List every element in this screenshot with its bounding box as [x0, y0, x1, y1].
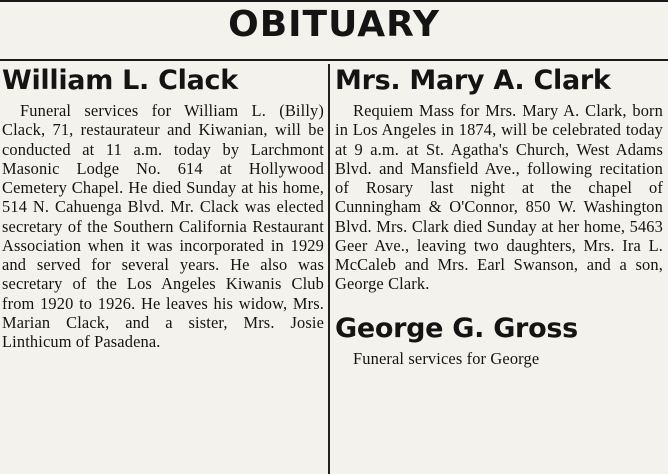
obituary-text: Funeral services for George: [353, 348, 540, 368]
obituary-clack: [2, 64, 324, 351]
obituary-text: Funeral services for William L. (Billy) Clack, 71, restaurateur and Kiwanian, will be conducted at 11 a.m. today by Larchmont Masonic Lodge No. 614 at Hollywood Cemetery Chapel. He died Sunday at his home, 514 N. Cahuenga Blvd. Mr. Clack was elected secretary of the Southern California Restaurant Association when it was incorporated in 1929 and served for several years. He also was secretary of the Los Angeles Kiwanis Club from 1920 to 1926. He leaves his widow, Mrs. Marian Clack, and a sister, Mrs. Josie Linthicum of Pasadena.: [2, 101, 324, 351]
obituary-text: Requiem Mass for Mrs. Mary A. Clark, born in Los Angeles in 1874, will be celebrated today at 9 a.m. at St. Agatha's Church, West Adams Blvd. and Mansfield Ave., following recitation of Rosary last night at the chapel of Cunningham & O'Connor, 850 W. Washington Blvd. Mrs. Clark died Sunday at her home, 5463 Geer Ave., leaving two daughters, Mrs. Ira L. McCaleb and Mrs. Earl Swanson, and a son, George Clark.: [335, 101, 663, 294]
column-divider: [328, 64, 330, 474]
left-column: [2, 64, 324, 351]
page-title: OBITUARY: [228, 4, 440, 45]
obituary-gross: [335, 312, 663, 368]
top-rule: [0, 0, 668, 2]
right-column: [335, 64, 663, 368]
obituary-name: Mrs. Mary A. Clark: [335, 65, 611, 96]
obituary-clark: [335, 64, 663, 294]
obituary-name: George G. Gross: [335, 312, 578, 344]
obituary-name: William L. Clack: [2, 65, 238, 96]
title-rule: [0, 59, 668, 61]
